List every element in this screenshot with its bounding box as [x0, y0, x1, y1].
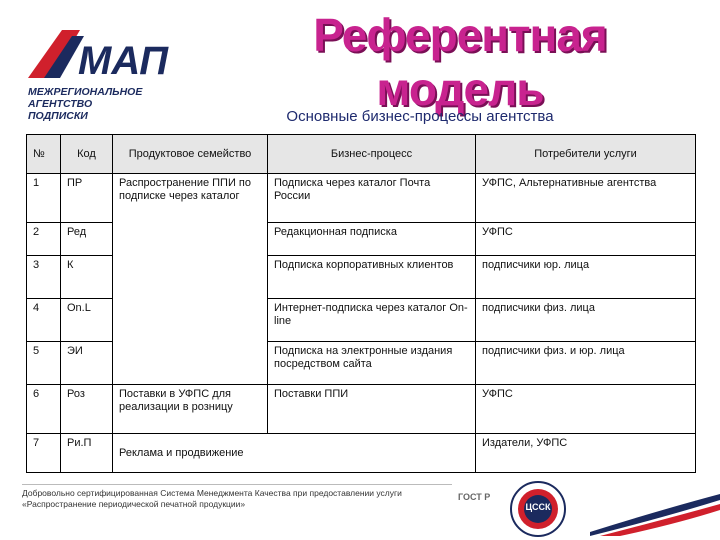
cell-process: Подписка на электронные издания посредством сайта [268, 342, 476, 385]
footer-divider [22, 484, 452, 485]
cell-num: 3 [27, 256, 61, 299]
cell-consumers: УФПС [476, 385, 696, 434]
cell-family: Поставки в УФПС для реализации в розницу [113, 385, 268, 434]
table-row [27, 385, 696, 434]
business-process-table [26, 134, 696, 473]
cell-consumers: УФПС, Альтернативные агентства [476, 174, 696, 223]
slide-title: Референтная модель [313, 9, 607, 115]
table-row [27, 434, 696, 473]
col-header-process: Бизнес-процесс [268, 135, 476, 174]
table-header-row [27, 135, 696, 174]
cell-process: Поставки ППИ [268, 385, 476, 434]
col-header-family: Продуктовое семейство [113, 135, 268, 174]
agency-logo [22, 22, 182, 126]
certification-text [22, 488, 442, 510]
cell-process: Подписка корпоративных клиентов [268, 256, 476, 299]
cell-consumers: подписчики юр. лица [476, 256, 696, 299]
cell-code: ЭИ [61, 342, 113, 385]
col-header-num: № [27, 135, 61, 174]
certification-line: «Распространение периодической печатной продукции» [22, 499, 246, 509]
cell-code: ПР [61, 174, 113, 223]
col-header-code: Код [61, 135, 113, 174]
cell-num: 4 [27, 299, 61, 342]
cell-code: Ри.П [61, 434, 113, 473]
cell-consumers: подписчики физ. и юр. лица [476, 342, 696, 385]
cell-consumers: УФПС [476, 223, 696, 256]
cell-code: On.L [61, 299, 113, 342]
certification-line: Добровольно сертифицированная Система Менеджмента Качества при предоставлении услуги [22, 488, 402, 498]
cell-code: Ред [61, 223, 113, 256]
cell-num: 5 [27, 342, 61, 385]
org-name-line: МЕЖРЕГИОНАЛЬНОЕ [28, 86, 143, 98]
cell-num: 1 [27, 174, 61, 223]
org-name [28, 86, 198, 122]
cell-code: К [61, 256, 113, 299]
cell-process: Интернет-подписка через каталог On-line [268, 299, 476, 342]
org-name-line: АГЕНТСТВО [28, 98, 93, 110]
cell-num: 2 [27, 223, 61, 256]
cell-family: Распространение ППИ по подписке через каталог [113, 174, 268, 385]
cell-consumers: подписчики физ. лица [476, 299, 696, 342]
logo-text: МАП [78, 39, 168, 83]
cell-family: Реклама и продвижение [113, 434, 476, 473]
gost-label: ГОСТ Р [458, 492, 491, 502]
table-row [27, 174, 696, 223]
slide-subtitle: Основные бизнес-процессы агентства [286, 108, 554, 125]
certification-badge [508, 480, 568, 538]
cell-code: Роз [61, 385, 113, 434]
cell-process: Подписка через каталог Почта России [268, 174, 476, 223]
cell-process: Редакционная подписка [268, 223, 476, 256]
cell-consumers: Издатели, УФПС [476, 434, 696, 473]
col-header-consumers: Потребители услуги [476, 135, 696, 174]
badge-label: ЦССК [525, 502, 551, 512]
logo-wing-icon [22, 22, 182, 86]
footer [0, 478, 720, 540]
swoosh-icon [590, 492, 720, 536]
cell-num: 7 [27, 434, 61, 473]
cell-num: 6 [27, 385, 61, 434]
org-name-line: ПОДПИСКИ [28, 110, 88, 122]
